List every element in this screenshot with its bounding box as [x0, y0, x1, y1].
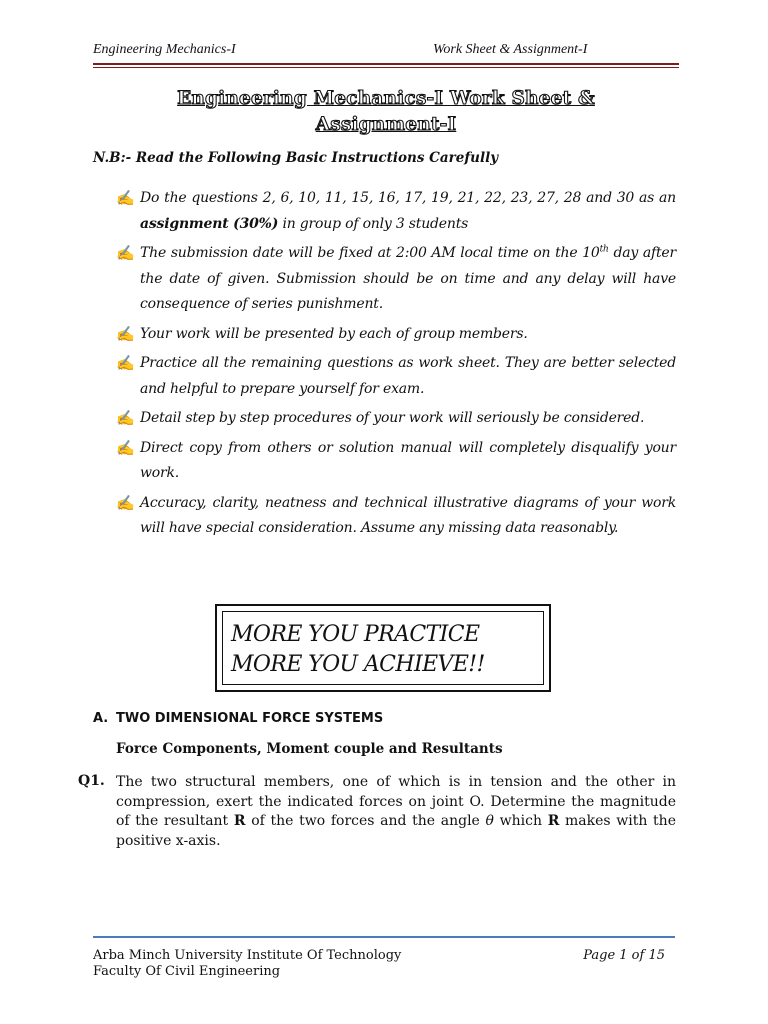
instruction-item: ✍ Practice all the remaining questions as work sheet. They are better selected and helpful to prepare yourself for exam.: [116, 351, 676, 402]
instruction-item: ✍ Accuracy, clarity, neatness and technical illustrative diagrams of your work will have special consideration. Assume any missing data reasonably.: [116, 491, 676, 542]
running-header: [93, 42, 675, 62]
writing-hand-icon: ✍: [116, 189, 135, 207]
section-heading: [93, 711, 383, 726]
document-title: [93, 86, 679, 138]
writing-hand-icon: ✍: [116, 324, 135, 343]
section-letter: A.: [93, 711, 109, 726]
subsection-heading: Force Components, Moment couple and Resultants: [116, 741, 503, 757]
question-number: Q1.: [78, 773, 105, 789]
instruction-item: ✍ Do the questions 2, 6, 10, 11, 15, 16, 17, 19, 21, 22, 23, 27, 28 and 30 as an assignment (30%) in group of only 3 students: [116, 186, 676, 237]
footer-institution: Arba Minch University Institute Of Technology: [93, 948, 402, 963]
motto-line-1: MORE YOU PRACTICE: [231, 622, 480, 647]
instruction-item: ✍ Detail step by step procedures of your work will seriously be considered.: [116, 406, 676, 432]
motto-line-2: MORE YOU ACHIEVE!!: [231, 652, 485, 677]
header-rule-thick: [93, 63, 679, 65]
instruction-item: ✍ The submission date will be fixed at 2:00 AM local time on the 10th day after the date of given. Submission should be on time and any delay will have consequence of series punishment.: [116, 241, 676, 318]
instruction-list: [116, 186, 676, 546]
writing-hand-icon: ✍: [116, 438, 135, 457]
instructions-heading: N.B:- Read the Following Basic Instructions Carefully: [93, 150, 499, 166]
motto-inner-border: [222, 611, 544, 685]
page-footer: [93, 948, 675, 980]
header-left: Engineering Mechanics-I: [93, 42, 236, 57]
question-text: The two structural members, one of which is in tension and the other in compression, exert the indicated forces on joint O. Determine the magnitude of the resultant R of the two forces and the angle θ which R makes with the positive x-axis.: [116, 774, 676, 849]
title-line-1: Engineering Mechanics-I Work Sheet &: [177, 88, 595, 109]
assignment-weight: assignment (30%): [140, 215, 279, 232]
writing-hand-icon: ✍: [116, 409, 135, 427]
motto-text: [231, 620, 485, 680]
writing-hand-icon: ✍: [116, 244, 135, 262]
page-number: Page 1 of 15: [583, 948, 665, 963]
instruction-item: ✍ Direct copy from others or solution manual will completely disqualify your work.: [116, 436, 676, 487]
writing-hand-icon: ✍: [116, 354, 135, 372]
instruction-item: ✍ Your work will be presented by each of group members.: [116, 322, 676, 348]
motto-box: [215, 604, 551, 692]
footer-faculty: Faculty Of Civil Engineering: [93, 964, 281, 979]
section-title: TWO DIMENSIONAL FORCE SYSTEMS: [116, 711, 384, 726]
writing-hand-icon: ✍: [116, 493, 135, 512]
footer-rule: [93, 936, 675, 938]
header-rule-thin: [93, 67, 679, 68]
title-line-2: Assignment-I: [315, 114, 457, 135]
header-right: Work Sheet & Assignment-I: [433, 42, 588, 57]
